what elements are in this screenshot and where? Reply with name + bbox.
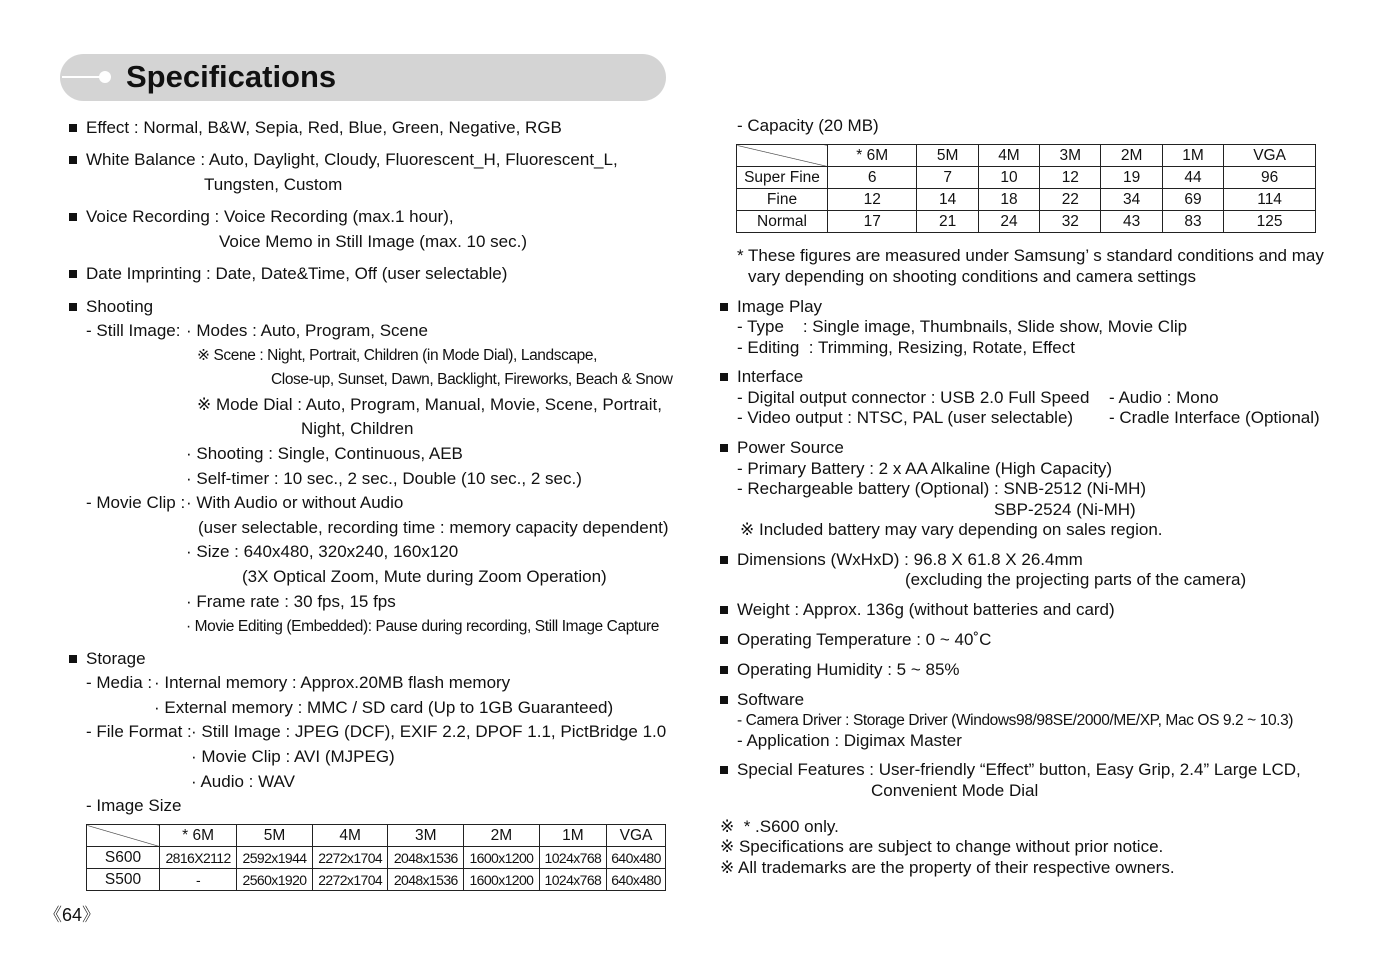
spec-effect: Effect : Normal, B&W, Sepia, Red, Blue, Green, Negative, RGB: [86, 118, 562, 137]
movie-size: · Size : 640x480, 320x240, 160x120: [186, 542, 459, 561]
image-size-label: - Image Size: [86, 796, 182, 815]
capacity-note: * These figures are measured under Samsung’ s standard conditions and may: [737, 246, 1324, 265]
table-cell: 32: [1040, 211, 1101, 233]
bullet-icon: [720, 373, 728, 381]
table-cell: 12: [828, 189, 917, 211]
table-cell: 44: [1162, 167, 1223, 189]
table-cell: 12: [1040, 167, 1101, 189]
spec-power-heading: Power Source: [737, 438, 844, 457]
table-cell: 2272x1704: [312, 869, 388, 891]
spec-voice-recording: Voice Recording : Voice Recording (max.1 hour),: [86, 207, 454, 226]
table-cell: 69: [1162, 189, 1223, 211]
movie-frame-rate: · Frame rate : 30 fps, 15 fps: [186, 592, 396, 611]
self-timer: · Self-timer : 10 sec., 2 sec., Double (10 sec., 2 sec.): [186, 469, 582, 488]
bullet-icon: [69, 270, 77, 278]
table-header-cell: 4M: [978, 145, 1039, 167]
table-cell: 83: [1162, 211, 1223, 233]
footnote-trademarks: ※ All trademarks are the property of their respective owners.: [720, 858, 1175, 877]
file-format-audio: · Audio : WAV: [191, 772, 295, 791]
table-row: [87, 869, 666, 891]
spec-weight: Weight : Approx. 136g (without batteries and card): [737, 600, 1115, 619]
table-header-cell: 3M: [388, 825, 464, 847]
table-row: [737, 211, 1316, 233]
spec-special-features: Special Features : User-friendly “Effect” button, Easy Grip, 2.4” Large LCD,: [737, 760, 1301, 779]
table-cell: 1600x1200: [464, 847, 540, 869]
spec-interface-heading: Interface: [737, 367, 804, 386]
table-header-row: [87, 825, 666, 847]
table-cell: 640x480: [607, 847, 666, 869]
bullet-icon: [720, 606, 728, 614]
table-header-cell: 3M: [1040, 145, 1101, 167]
table-cell: 21: [917, 211, 978, 233]
table-header-cell: 2M: [464, 825, 540, 847]
table-cell: 125: [1224, 211, 1316, 233]
bullet-icon: [720, 636, 728, 644]
table-cell: 1600x1200: [464, 869, 540, 891]
movie-size-cont: (3X Optical Zoom, Mute during Zoom Operation): [242, 567, 607, 586]
shooting-mode: · Shooting : Single, Continuous, AEB: [186, 444, 463, 463]
spec-date-imprinting: Date Imprinting : Date, Date&Time, Off (user selectable): [86, 264, 508, 283]
bullet-icon: [69, 655, 77, 663]
table-cell: 43: [1101, 211, 1162, 233]
table-header-cell: 4M: [312, 825, 388, 847]
table-cell: 1024x768: [539, 847, 606, 869]
capacity-table: [736, 144, 1316, 233]
capacity-note-cont: vary depending on shooting conditions and camera settings: [748, 267, 1196, 286]
bullet-icon: [69, 124, 77, 132]
power-note: ※ Included battery may vary depending on sales region.: [740, 520, 1163, 539]
bullet-icon: [720, 696, 728, 704]
software-application: - Application : Digimax Master: [737, 731, 962, 750]
still-image-modes: · Modes : Auto, Program, Scene: [186, 321, 428, 340]
table-cell: 17: [828, 211, 917, 233]
table-cell: 2048x1536: [388, 869, 464, 891]
table-row-label: Super Fine: [737, 167, 828, 189]
footnote-s600: ※ * .S600 only.: [720, 817, 839, 836]
table-cell: 7: [917, 167, 978, 189]
bullet-icon: [69, 156, 77, 164]
interface-video-output: - Video output : NTSC, PAL (user selectable): [737, 408, 1074, 427]
movie-editing: · Movie Editing (Embedded): Pause during recording, Still Image Capture: [186, 618, 660, 635]
spec-storage-heading: Storage: [86, 649, 146, 668]
spec-image-play-heading: Image Play: [737, 297, 823, 316]
capacity-label: - Capacity (20 MB): [737, 116, 879, 135]
table-cell: 14: [917, 189, 978, 211]
power-rechargeable-battery: - Rechargeable battery (Optional) : SNB-2512 (Ni-MH): [737, 479, 1147, 498]
power-primary-battery: - Primary Battery : 2 x AA Alkaline (High Capacity): [737, 459, 1113, 478]
table-row-label: Normal: [737, 211, 828, 233]
image-play-editing: - Editing : Trimming, Resizing, Rotate, Effect: [737, 338, 1075, 357]
table-row-label: S600: [87, 847, 160, 869]
media-label: - Media :: [86, 673, 153, 692]
table-cell: 24: [978, 211, 1039, 233]
interface-digital-output: - Digital output connector : USB 2.0 Full Speed: [737, 388, 1090, 407]
spec-voice-recording-cont: Voice Memo in Still Image (max. 10 sec.): [219, 232, 528, 251]
table-header-cell: 1M: [539, 825, 606, 847]
table-cell: 34: [1101, 189, 1162, 211]
table-cell: 114: [1224, 189, 1316, 211]
power-rechargeable-battery-cont: SBP-2524 (Ni-MH): [994, 500, 1136, 519]
banner-dot-decoration: [99, 71, 111, 83]
still-image-label: - Still Image:: [86, 321, 181, 340]
table-header-cell: 1M: [1162, 145, 1223, 167]
table-cell: 2272x1704: [312, 847, 388, 869]
table-header-cell: 5M: [237, 825, 313, 847]
spec-white-balance-cont: Tungsten, Custom: [204, 175, 343, 194]
mode-dial-list-cont: Night, Children: [301, 419, 414, 438]
table-header-cell: VGA: [1224, 145, 1316, 167]
banner-line-decoration: [62, 76, 104, 78]
table-header-cell: 2M: [1101, 145, 1162, 167]
table-cell: 1024x768: [539, 869, 606, 891]
table-cell: 18: [978, 189, 1039, 211]
spec-white-balance: White Balance : Auto, Daylight, Cloudy, Fluorescent_H, Fluorescent_L,: [86, 150, 618, 169]
page-number: 《64》: [44, 905, 101, 925]
table-row: [87, 847, 666, 869]
file-format-label: - File Format :: [86, 722, 192, 741]
image-play-type: - Type : Single image, Thumbnails, Slide show, Movie Clip: [737, 317, 1188, 336]
table-cell: -: [160, 869, 237, 891]
table-header-cell: VGA: [607, 825, 666, 847]
software-camera-driver: - Camera Driver : Storage Driver (Windows98/98SE/2000/ME/XP, Mac OS 9.2 ~ 10.3): [737, 712, 1294, 729]
bullet-icon: [720, 303, 728, 311]
file-format-movie: · Movie Clip : AVI (MJPEG): [191, 747, 395, 766]
table-cell: 2048x1536: [388, 847, 464, 869]
table-corner-cell: [87, 825, 160, 847]
mode-dial-list: ※ Mode Dial : Auto, Program, Manual, Movie, Scene, Portrait,: [197, 395, 662, 414]
table-header-cell: * 6M: [828, 145, 917, 167]
spec-operating-humidity: Operating Humidity : 5 ~ 85%: [737, 660, 960, 679]
table-cell: 22: [1040, 189, 1101, 211]
movie-audio-cont: (user selectable, recording time : memory capacity dependent): [198, 518, 669, 537]
interface-cradle: - Cradle Interface (Optional): [1109, 408, 1320, 427]
bullet-icon: [720, 766, 728, 774]
media-external: · External memory : MMC / SD card (Up to 1GB Guaranteed): [154, 698, 614, 717]
scene-list: ※ Scene : Night, Portrait, Children (in Mode Dial), Landscape,: [197, 347, 597, 364]
scene-list-cont: Close-up, Sunset, Dawn, Backlight, Fireworks, Beach & Snow: [271, 371, 673, 388]
table-cell: 2592x1944: [237, 847, 313, 869]
table-header-row: [737, 145, 1316, 167]
table-header-cell: 5M: [917, 145, 978, 167]
spec-dimensions-cont: (excluding the projecting parts of the camera): [905, 570, 1247, 589]
media-internal: · Internal memory : Approx.20MB flash memory: [154, 673, 511, 692]
spec-dimensions: Dimensions (WxHxD) : 96.8 X 61.8 X 26.4mm: [737, 550, 1083, 569]
table-row: [737, 189, 1316, 211]
table-cell: 2816X2112: [160, 847, 237, 869]
page-title: Specifications: [126, 59, 337, 94]
table-corner-cell: [737, 145, 828, 167]
spec-shooting-heading: Shooting: [86, 297, 154, 316]
bullet-icon: [720, 666, 728, 674]
bullet-icon: [69, 213, 77, 221]
table-cell: 10: [978, 167, 1039, 189]
table-cell: 6: [828, 167, 917, 189]
table-cell: 2560x1920: [237, 869, 313, 891]
table-cell: 640x480: [607, 869, 666, 891]
table-cell: 96: [1224, 167, 1316, 189]
movie-clip-label: - Movie Clip :: [86, 493, 186, 512]
image-size-table: [86, 824, 666, 891]
table-header-cell: * 6M: [160, 825, 237, 847]
footnote-specs-change: ※ Specifications are subject to change without prior notice.: [720, 837, 1164, 856]
bullet-icon: [69, 303, 77, 311]
interface-audio: - Audio : Mono: [1109, 388, 1219, 407]
file-format-still: · Still Image : JPEG (DCF), EXIF 2.2, DPOF 1.1, PictBridge 1.0: [191, 722, 667, 741]
table-row: [737, 167, 1316, 189]
table-row-label: S500: [87, 869, 160, 891]
spec-special-features-cont: Convenient Mode Dial: [871, 781, 1039, 800]
table-cell: 19: [1101, 167, 1162, 189]
spec-operating-temperature: Operating Temperature : 0 ~ 40˚C: [737, 630, 992, 649]
spec-software-heading: Software: [737, 690, 805, 709]
table-row-label: Fine: [737, 189, 828, 211]
bullet-icon: [720, 444, 728, 452]
bullet-icon: [720, 556, 728, 564]
movie-audio: · With Audio or without Audio: [186, 493, 404, 512]
